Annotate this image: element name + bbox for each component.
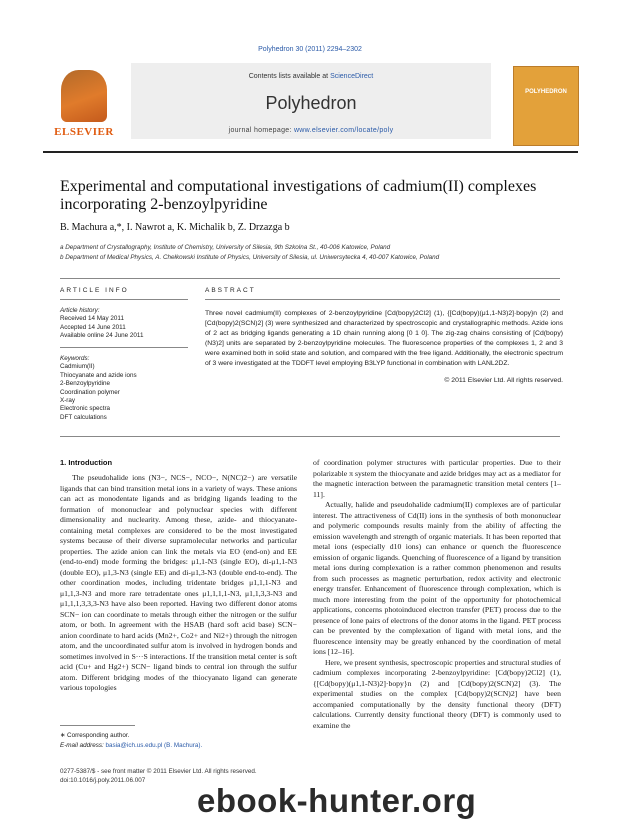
history-online: Available online 24 June 2011 <box>60 332 144 340</box>
email-footnote <box>60 742 202 749</box>
keyword: 2-Benzoylpyridine <box>60 380 111 388</box>
watermark: ebook-hunter.org <box>197 782 477 819</box>
divider <box>60 299 188 300</box>
paragraph: The pseudohalide ions (N3−, NCS−, NCO−, N(NC)2−) are versatile ligands that can bind transition metal ions in a variety of ways. These anions can act as monodentate ligands and as bridging ligands leading to the formation of mononuclear and polynuclear species with different dimensionality and nuclearity. Among these, azide- and thiocyanate-containing metal complexes are considered to be the most investigated systems because of their diverse supramolecular networks and particular properties. The azide anion can link the metals via EO (end-on) and EE (end-to-end) mode forming the bridges: μ1,1-N3 (single EO), di-μ1,1-N3 (double EO), μ1,3-N3 (single EE) and di-μ1,3-N3 (double end-to-end). The other coordination modes, including tridentate bridges μ1,1,1-N3 and μ1,1,3-N3 and more rare tetradentate ones μ1,1,1,1-N3, μ1,1,3,3-N3 and μ1,1,1,3,3,3-N3 have also been reported. Having two different donor atoms SCN− ion can coordinate to metals through either the nitrogen or the sulfur atom, or both. In agreement with the HSAB (hard soft acid base) SCN− anion coordinate to hard acids (Mn2+, Co2+ and Ni2+) through the nitrogen atom, and the uncoordinated sulfur atom is involved in hydrogen bonds and sometimes involved in S···S interactions. If the transition metal center is soft acid (Cu+ and Hg2+) SCN− ligand binds to central ion through the sulfur atom. Different bridging modes of the thiocyanato ligand can generate various topologies <box>60 473 297 692</box>
elsevier-logo <box>43 68 125 142</box>
keyword: Thiocyanate and azide ions <box>60 371 137 379</box>
paper-title <box>60 178 560 214</box>
masthead <box>131 63 491 139</box>
keyword: X-ray <box>60 397 76 405</box>
cover-title: POLYHEDRON <box>525 89 567 95</box>
author-list: B. Machura a,*, I. Nawrot a, K. Michalik b, Z. Drzazga b <box>60 222 290 233</box>
email-link[interactable]: basia@ich.us.edu.pl (B. Machura). <box>105 742 203 749</box>
keyword: Coordination polymer <box>60 388 120 396</box>
divider <box>60 278 560 279</box>
abstract-copyright: © 2011 Elsevier Ltd. All rights reserved. <box>444 377 563 384</box>
divider <box>60 436 560 437</box>
contents-line <box>131 73 491 80</box>
doi-link[interactable]: doi:10.1016/j.poly.2011.06.007 <box>60 777 146 784</box>
journal-reference[interactable]: Polyhedron 30 (2011) 2294–2302 <box>258 46 362 53</box>
keyword: Electronic spectra <box>60 405 111 413</box>
homepage-url[interactable]: www.elsevier.com/locate/poly <box>293 127 394 134</box>
affiliation-b: b Department of Medical Physics, A. Chełkowski Institute of Physics, University of Silesia, ul. Uniwersytecka 4, 40-007 Katowice, Poland <box>60 254 440 261</box>
journal-header <box>43 63 578 147</box>
elsevier-tree-icon <box>61 70 107 122</box>
corresponding-author-note: ∗ Corresponding author. <box>60 732 130 739</box>
history-label: Article history: <box>60 307 100 314</box>
email-label: E-mail address: <box>60 742 106 749</box>
footnote-divider <box>60 725 135 726</box>
abstract-heading: ABSTRACT <box>205 287 256 294</box>
title-line-2: incorporating 2-benzoylpyridine <box>60 196 268 213</box>
contents-prefix: Contents lists available at <box>248 73 331 80</box>
history-received: Received 14 May 2011 <box>60 315 124 323</box>
affiliation-a: a Department of Crystallography, Institute of Chemistry, University of Silesia, 9th Szkolna St., 40-006 Katowice, Poland <box>60 244 391 251</box>
divider <box>205 299 560 300</box>
history-accepted: Accepted 14 June 2011 <box>60 323 126 331</box>
header-divider <box>43 151 578 153</box>
journal-homepage <box>131 127 491 134</box>
publisher-name: ELSEVIER <box>54 126 114 138</box>
issn-line: 0277-5387/$ - see front matter © 2011 Elsevier Ltd. All rights reserved. <box>60 768 257 775</box>
article-info-heading: ARTICLE INFO <box>60 287 129 294</box>
introduction-heading: 1. Introduction <box>60 458 113 467</box>
paragraph: of coordination polymer structures with particular properties. Due to their polarizable π system the thiocyanate and azide bridges may act as a mediator for the magnetic interaction between the paramagnetic transition metal centers [1–11]. <box>313 458 561 499</box>
title-line-1: Experimental and computational investigations of cadmium(II) complexes <box>60 178 537 195</box>
journal-title: Polyhedron <box>265 93 357 113</box>
paragraph: Actually, halide and pseudohalide cadmium(II) complexes are of particular interest. The attractiveness of Cd(II) ions in the synthesis of both mononuclear and polymeric compounds results mainly from the ability of affecting the emission wavelength and strength of organic materials. It has been reported that metal ions (especially d10 ions) can enhance or quench the fluorescence emission of organic ligands. Quenching of fluorescence of a ligand by transition metal ions during complexation is a rather common phenomenon and results from such processes as magnetic perturbation, redox activity and electronic energy transfer. Enhancement of fluorescence through complexation, which is much more interesting from the point of the opportunity for photochemical applications, concerns photoinduced electron transfer (PET) process due to the presence of lone pairs of electrons of the donor atoms in the ligand. PET process can be prevented by the complexation of ligand with metal ions, and the fluorescence intensity may be greatly enhanced by the coordination of metal ions [12–16]. <box>313 500 561 656</box>
divider <box>60 347 188 348</box>
right-column <box>313 458 561 731</box>
journal-cover-thumbnail <box>513 66 579 146</box>
homepage-prefix: journal homepage: <box>228 127 294 134</box>
keywords <box>60 355 137 422</box>
article-history <box>60 307 143 341</box>
keywords-label: Keywords: <box>60 355 90 362</box>
sciencedirect-link[interactable]: ScienceDirect <box>330 73 374 80</box>
abstract-text: Three novel cadmium(II) complexes of 2-benzoylpyridine [Cd(bopy)2Cl2] (1), {[Cd(bopy)(μ1,1-N3)2]·bopy}n (2) and [Cd(bopy)2(SCN)2] (3) were synthesized and characterized by spectroscopic and crystallographic methods. Azide ions of 2 act as bridging ligands generating a 1D chain running along [0 1 0]. The zig-zag chains consisting of [Cd(bopy)(N3)2] units are separated by 2-benzoylpyridine molecules. The fluorescence properties of the complexes 1, 2 and 3 were examined both in solid state and solution, and compared with the free ligand. Additionally, the electronic spectrum of 3 were investigated at the TDDFT level employing B3LYP functional in combination with LANL2DZ. <box>205 310 563 367</box>
keyword: DFT calculations <box>60 413 107 421</box>
paragraph: Here, we present synthesis, spectroscopic properties and structural studies of cadmium complexes incorporating 2-benzoylpyridine: [Cd(bopy)2Cl2] (1), {[Cd(bopy)(μ1,1-N3)2]·bopy}n (2) and [Cd(bopy)2(SCN)2] (3). The experimental studies on the complex [Cd(bopy)2(SCN)2] have been accompanied computationally by the density functional theory (DFT) calculations. Currently density functional theory (DFT) is commonly used to examine the <box>313 657 561 730</box>
left-column <box>60 473 297 694</box>
keyword: Cadmium(II) <box>60 363 95 371</box>
